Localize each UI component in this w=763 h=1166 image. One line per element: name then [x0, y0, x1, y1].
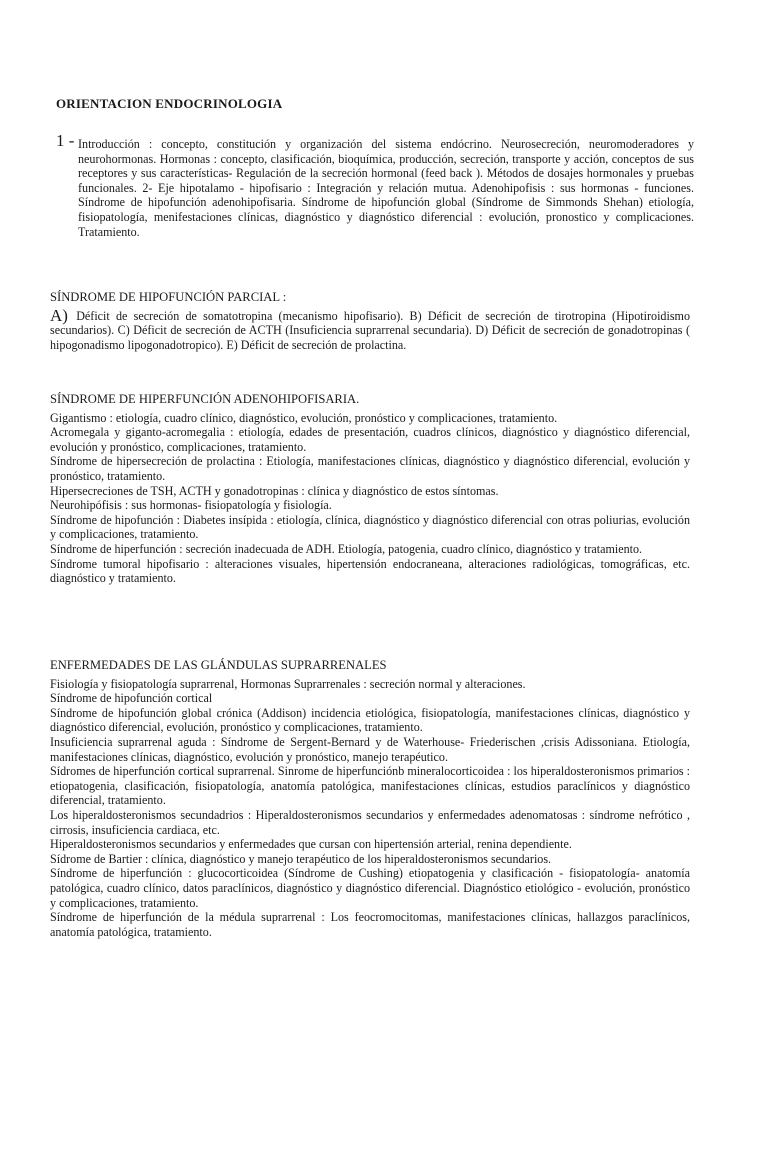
section-paragraph: Síndrome tumoral hipofisario : alteraciones visuales, hipertensión endocraneana, alteraciones radiológicas, tomográficas, etc. diagnóstico y tratamiento.	[50, 556, 690, 586]
section-paragraph: Fisiología y fisiopatología suprarrenal, Hormonas Suprarrenales : secreción normal y alteraciones.	[50, 676, 526, 691]
section-paragraph: Neurohipófisis : sus hormonas- fisiopatología y fisiología.	[50, 498, 332, 513]
section-paragraph: Acromegala y giganto-acromegalia : etiología, edades de presentación, cuadros clínicos, diagnóstico y diagnóstico diferencial, evolución y pronóstico, complicaciones, tratamiento.	[50, 425, 690, 454]
section-paragraph: Síndrome de hiperfunción de la médula suprarrenal : Los feocromocitomas, manifestaciones clínicas, hallazgos paraclínicos, anatomía patológica, tratamiento.	[50, 910, 690, 939]
paragraph-text: Déficit de secreción de somatotropina (mecanismo hipofisario). B) Déficit de secreción de tirotropina (Hipotiroidismo secundarios). C) Déficit de secreción de ACTH (Insuficiencia suprarrenal secundaria). D) Déficit de secreción de gonadotropinas ( hipogonadismo lipogonadotropico). E) Déficit de secreción de prolactina.	[50, 308, 690, 352]
section-paragraph: Síndrome de hiperfunción : glucocorticoidea (Síndrome de Cushing) etiopatogenia y clasificación - fisiopatología- anatomía patológica, cuadro clínico, datos paraclínicos, diagnóstico y diagnóstico diferencial. Diagnóstico etiológico - evolución, pronóstico y complicaciones, tratamiento.	[50, 866, 690, 910]
section-hiperfuncion-adenohipofisaria	[50, 392, 690, 586]
section-paragraph: Síndrome de hipofunción cortical	[50, 691, 213, 706]
document-title: ORIENTACION ENDOCRINOLOGIA	[56, 96, 283, 111]
section-paragraph: Sídrome de Bartier : clínica, diagnóstico y manejo terapéutico de los hiperaldosteronismos secundarios.	[50, 851, 552, 866]
section-glandulas-suprarrenales	[50, 658, 690, 939]
section-paragraph: Gigantismo : etiología, cuadro clínico, diagnóstico, evolución, pronóstico y complicaciones, tratamiento.	[50, 410, 558, 425]
section-paragraph: Hipersecreciones de TSH, ACTH y gonadotropinas : clínica y diagnóstico de estos síntomas.	[50, 483, 499, 498]
intro-block	[56, 131, 694, 239]
section-paragraph	[50, 305, 690, 353]
section-paragraph: Síndrome de hipofunción global crónica (Addison) incidencia etiológica, fisiopatología, manifestaciones clínicas, diagnóstico y diagnóstico diferencial, evolución, pronóstico y complicaciones, tratamiento.	[50, 705, 690, 735]
section-paragraph: Los hiperaldosteronismos secundadrios : Hiperaldosteronismos secundarios y enfermedades adenomatosas : síndrome nefrótico , cirrosis, insuficiencia cardiaca, etc.	[50, 807, 690, 837]
section-paragraph: Sídromes de hiperfunción cortical suprarrenal. Sinrome de hiperfunciónb mineralocorticoidea : los hiperaldosteronismos primarios : etiopatogenia, clasificación, fisiopatología, anatomía patológica, manifestaciones clínicas, estudios paraclínicos y diagnóstico diferencial, tratamiento.	[50, 764, 690, 808]
section-paragraph: Hiperaldosteronismos secundarios y enfermedades que cursan con hipertensión arterial, renina dependiente.	[50, 837, 572, 852]
section-paragraph: Síndrome de hipersecreción de prolactina : Etiología, manifestaciones clínicas, diagnóstico y diagnóstico diferencial, evolución y pronóstico, tratamiento.	[50, 454, 690, 483]
intro-number: 1 -	[56, 131, 75, 150]
list-marker: A)	[50, 305, 68, 325]
section-paragraph: Síndrome de hipofunción : Diabetes insípida : etiología, clínica, diagnóstico y diagnóstico diferencial con otras poliurias, evolución y complicaciones, tratamiento.	[50, 512, 690, 542]
section-paragraph: Insuficiencia suprarrenal aguda : Síndrome de Sergent-Bernard y de Waterhouse- Friederischen ,crisis Adissoniana. Etiología, manifestaciones clínicas, diagnóstico, evolución y pronóstico, manejo terapéutico.	[50, 734, 690, 764]
section-heading: SÍNDROME DE HIPOFUNCIÓN PARCIAL :	[50, 290, 287, 304]
section-hipofuncion-parcial	[50, 290, 690, 352]
section-heading: ENFERMEDADES DE LAS GLÁNDULAS SUPRARRENALES	[50, 658, 387, 672]
section-paragraph: Síndrome de hiperfunción : secreción inadecuada de ADH. Etiología, patogenia, cuadro clínico, diagnóstico y tratamiento.	[50, 541, 643, 556]
section-heading: SÍNDROME DE HIPERFUNCIÓN ADENOHIPOFISARIA.	[50, 392, 360, 406]
intro-paragraph: Introducción : concepto, constitución y organización del sistema endócrino. Neurosecreción, neuromoderadores y neurohormonas. Hormonas : concepto, clasificación, bioquímica, producción, secreción, transporte y acción, conceptos de sus receptores y sus características- Regulación de la secreción hormonal (feed back ). Métodos de dosajes hormonales y pruebas funcionales. 2- Eje hipotalamo - hipofisario : Integración y relación mutua. Adenohipofisis : sus hormonas - funciones. Síndrome de hipofunción adenohipofisaria. Síndrome de hipofunción global (Síndrome de Simmonds Shehan) etiología, fisiopatología, menifestaciones clínicas, diagnóstico y diagnóstico diferencial : evolución, pronostico y complicaciones. Tratamiento.	[78, 137, 694, 239]
